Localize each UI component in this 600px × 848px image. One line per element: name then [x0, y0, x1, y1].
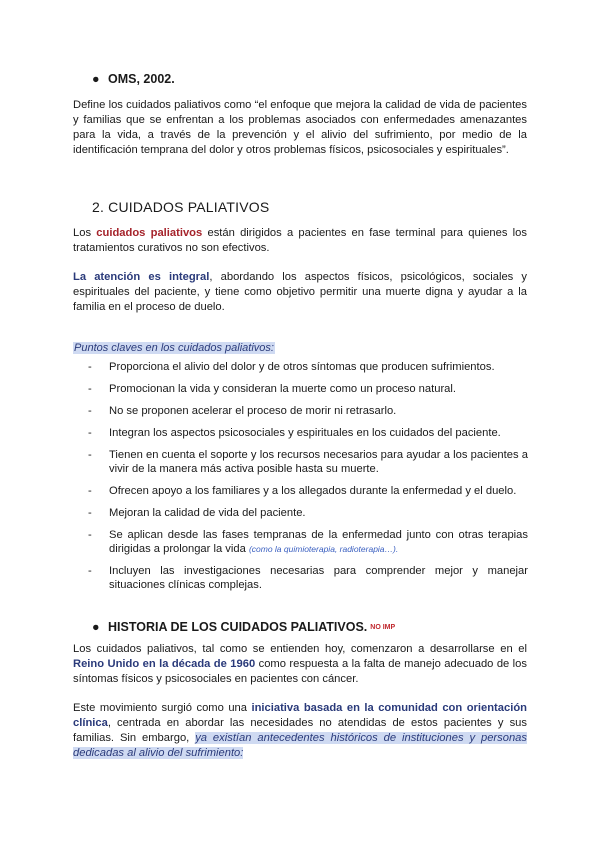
list-item: - Tienen en cuenta el soporte y los recursos necesarios para ayudar a los pacientes a vivir de la manera más activa posible hasta su muerte. — [88, 449, 528, 475]
history-paragraph-1: Los cuidados paliativos, tal como se entienden hoy, comenzaron a desarrollarse en el Reino Unido en la década de 1960 como respuesta a la falta de manejo adecuado de los síntomas físicos y psicosociales en pacientes con cáncer. — [73, 643, 527, 685]
community-initiative-term: iniciativa basada en la comunidad con orientación clínica — [73, 702, 528, 729]
therapy-examples-note: (como la quimioterapia, radioterapia…). — [248, 544, 399, 554]
history-heading: ● HISTORIA DE LOS CUIDADOS PALIATIVOS. NO IMP — [92, 620, 396, 634]
list-item: - Incluyen las investigaciones necesarias para comprender mejor y manejar situaciones clínicas complejas. — [88, 565, 528, 591]
key-points-list — [88, 360, 528, 600]
list-item: - Integran los aspectos psicosociales y espirituales en los cuidados del paciente. — [88, 427, 501, 439]
bullet-icon: ● — [92, 72, 100, 86]
history-paragraph-2: Este movimiento surgió como una iniciativa basada en la comunidad con orientación clínica, centrada en abordar las necesidades no atendidas de estos pacientes y sus familias. Sin embargo, ya existían antecedentes históricos de instituciones y personas dedicadas al alivio del sufrimiento: — [73, 702, 528, 759]
oms-definition: Define los cuidados paliativos como “el enfoque que mejora la calidad de vida de pacientes y familias que se enfrentan a los problemas asociados con enfermedades amenazantes para la vida, a través de la prevención y el alivio del sufrimiento, por medio de la identificación temprana del dolor y otros problemas físicos, psicosociales y espirituales”. — [73, 99, 527, 156]
historical-antecedents-highlight: ya existían antecedentes históricos de instituciones y personas dedicadas al alivio del sufrimiento: — [73, 732, 527, 759]
list-item: - No se proponen acelerar el proceso de morir ni retrasarlo. — [88, 405, 397, 417]
integral-care-term: La atención es integral — [73, 271, 210, 283]
list-item: - Se aplican desde las fases tempranas de la enfermedad junto con otras terapias dirigidas a prolongar la vida (como la quimioterapia, radioterapia…). — [88, 529, 528, 555]
key-points-title: Puntos claves en los cuidados paliativos: — [74, 342, 274, 354]
list-item: - Ofrecen apoyo a los familiares y a los allegados durante la enfermedad y el duelo. — [88, 485, 517, 497]
palliative-term: cuidados paliativos — [96, 227, 203, 239]
list-item: - Proporciona el alivio del dolor y de otros síntomas que producen sufrimientos. — [88, 361, 495, 373]
not-important-tag: NO IMP — [370, 624, 396, 632]
list-item: - Mejoran la calidad de vida del paciente. — [88, 507, 306, 519]
uk-1960-term: Reino Unido en la década de 1960 — [73, 658, 256, 670]
palliative-intro: Los cuidados paliativos están dirigidos a pacientes en fase terminal para quienes los tratamientos curativos no son efectivos. — [73, 227, 527, 254]
integral-care-paragraph: La atención es integral, abordando los aspectos físicos, psicológicos, sociales y espirituales del paciente, y tiene como objetivo permitir una muerte digna y ayudar a la familia en el proceso de duelo. — [73, 271, 528, 313]
bullet-icon: ● — [92, 620, 100, 634]
section-title: 2. CUIDADOS PALIATIVOS — [92, 199, 270, 215]
oms-heading: ● OMS, 2002. — [92, 72, 175, 86]
list-item: - Promocionan la vida y consideran la muerte como un proceso natural. — [88, 383, 456, 395]
